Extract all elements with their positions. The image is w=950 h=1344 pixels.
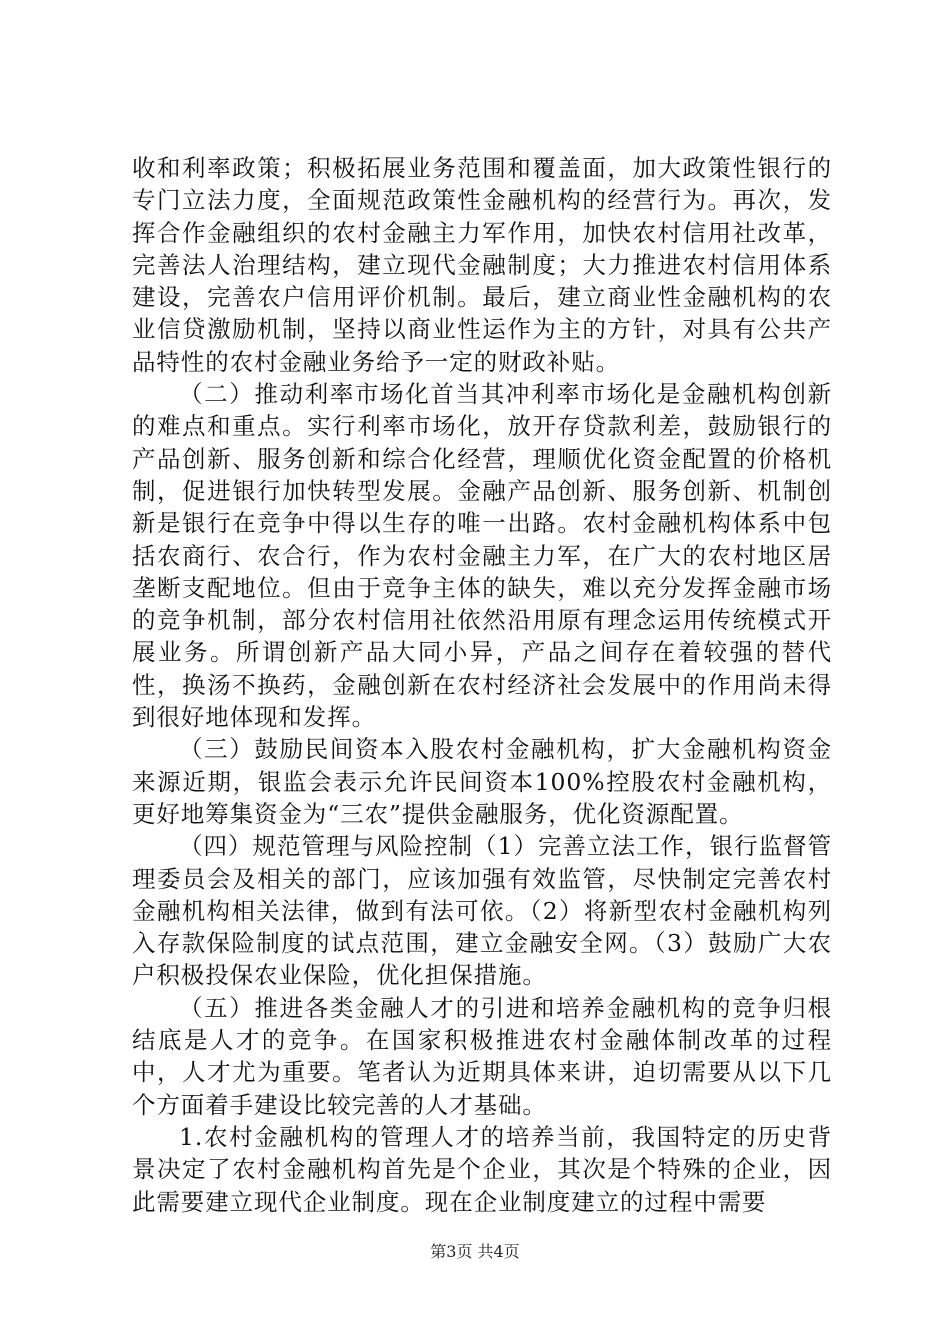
document-body bbox=[132, 152, 832, 1218]
paragraph-5: （五）推进各类金融人才的引进和培养金融机构的竞争归根结底是人才的竞争。在国家积极推进农村金融体制改革的过程中，人才尤为重要。笔者认为近期具体来讲，迫切需要从以下几个方面着手建设比较完善的人才基础。 bbox=[132, 993, 832, 1119]
paragraph-2: （二）推动利率市场化首当其冲利率市场化是金融机构创新的难点和重点。实行利率市场化，放开存贷款利差，鼓励银行的产品创新、服务创新和综合化经营，理顺优化资金配置的价格机制，促进银行加快转型发展。金融产品创新、服务创新、机制创新是银行在竞争中得以生存的唯一出路。农村金融机构体系中包括农商行、农合行，作为农村金融主力军，在广大的农村地区居垄断支配地位。但由于竞争主体的缺失，难以充分发挥金融市场的竞争机制，部分农村信用社依然沿用原有理念运用传统模式开展业务。所谓创新产品大同小异，产品之间存在着较强的替代性，换汤不换药，金融创新在农村经济社会发展中的作用尚未得到很好地体现和发挥。 bbox=[132, 380, 832, 732]
paragraph-6: 1.农村金融机构的管理人才的培养当前，我国特定的历史背景决定了农村金融机构首先是个企业，其次是个特殊的企业，因此需要建立现代企业制度。现在企业制度建立的过程中需要 bbox=[132, 1122, 832, 1216]
page-footer: 第3页 共4页 bbox=[430, 1242, 520, 1261]
paragraph-3: （三）鼓励民间资本入股农村金融机构，扩大金融机构资金来源近期，银监会表示允许民间资本100%控股农村金融机构，更好地筹集资金为“三农”提供金融服务，优化资源配置。 bbox=[132, 735, 832, 828]
paragraph-4: （四）规范管理与风险控制（1）完善立法工作，银行监督管理委员会及相关的部门，应该加强有效监管，尽快制定完善农村金融机构相关法律，做到有法可依。（2）将新型农村金融机构列入存款保险制度的试点范围，建立金融安全网。（3）鼓励广大农户积极投保农业保险，优化担保措施。 bbox=[132, 832, 832, 990]
paragraph-1: 收和利率政策；积极拓展业务范围和覆盖面，加大政策性银行的专门立法力度，全面规范政策性金融机构的经营行为。再次，发挥合作金融组织的农村金融主力军作用，加快农村信用社改革，完善法人治理结构，建立现代金融制度；大力推进农村信用体系建设，完善农户信用评价机制。最后，建立商业性金融机构的农业信贷激励机制，坚持以商业性运作为主的方针，对具有公共产品特性的农村金融业务给予一定的财政补贴。 bbox=[132, 154, 832, 376]
